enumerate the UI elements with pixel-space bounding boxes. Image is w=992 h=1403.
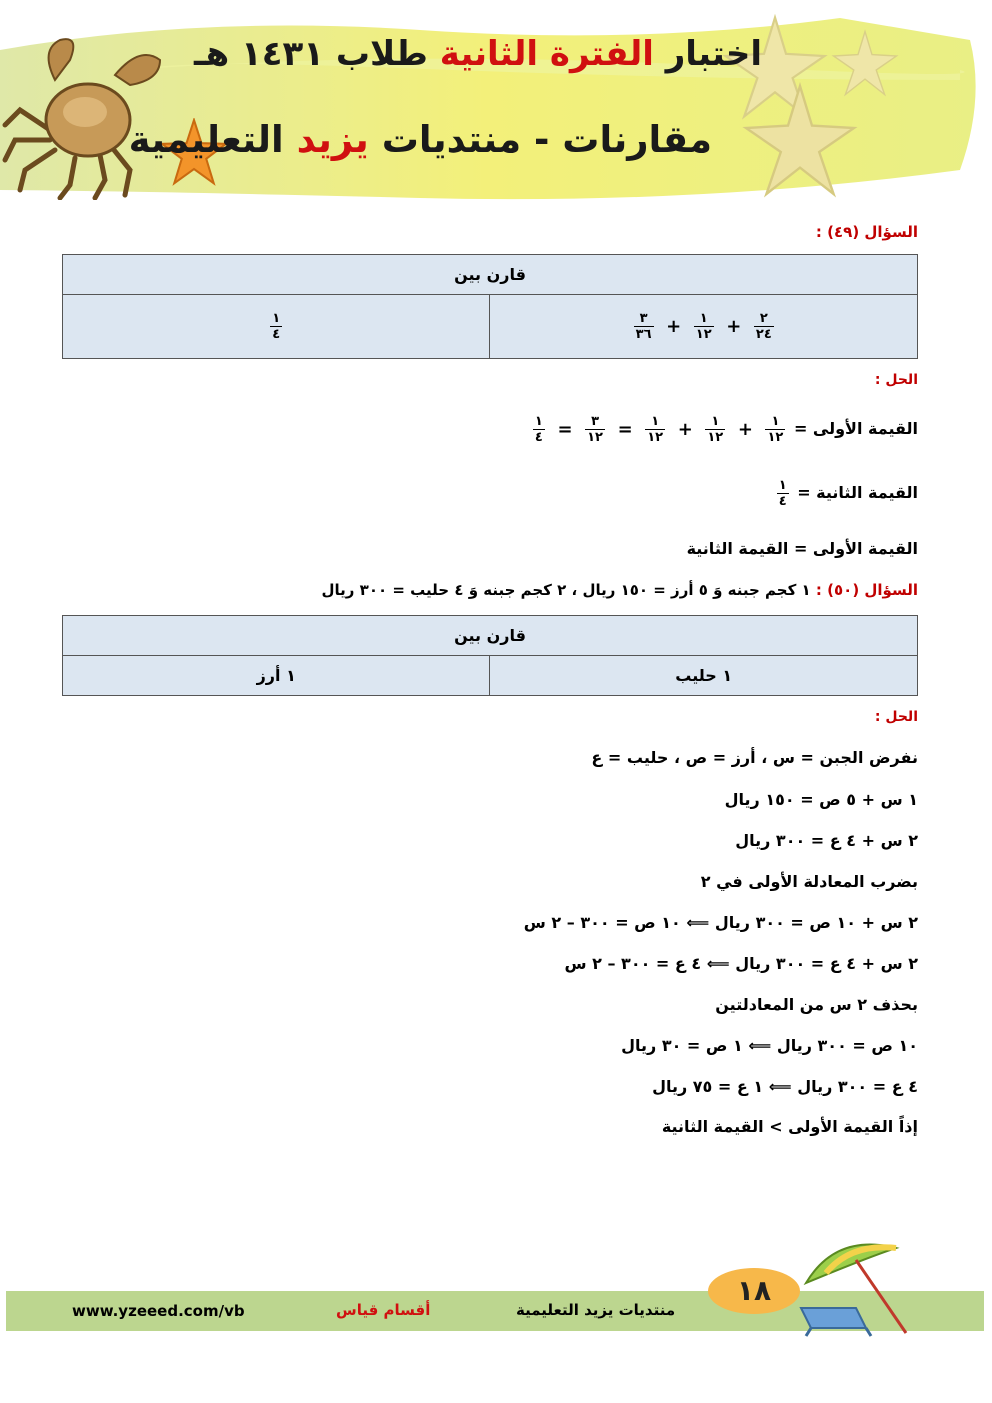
table-cell-left: ١ حليب bbox=[490, 656, 918, 696]
second-value-line bbox=[774, 479, 918, 508]
first-value-line bbox=[530, 415, 918, 444]
fraction: $\frac{١}{٤}$ bbox=[534, 414, 543, 445]
solution-step: ١ س + ٥ ص = ١٥٠ ريال bbox=[724, 790, 918, 809]
fraction: $\frac{١}{١٢}$ bbox=[647, 414, 664, 445]
crab-icon bbox=[0, 20, 170, 200]
solution-step: نفرض الجبن = س ، أرز = ص ، حليب = ع bbox=[591, 748, 918, 767]
fraction: $\frac{١}{٤}$ bbox=[272, 311, 281, 342]
question-50-line bbox=[322, 581, 918, 599]
page-number: ١٨ bbox=[708, 1268, 800, 1314]
table-cell-right-expression bbox=[63, 295, 490, 359]
solution-step: ٤ ع = ٣٠٠ ريال ⟸ ١ ع = ٧٥ ريال bbox=[652, 1077, 918, 1096]
question-50-statement: ١ كجم جبنه وَ ٥ أرز = ١٥٠ ريال ، ٢ كجم جبنه وَ ٤ حليب = ٣٠٠ ريال bbox=[321, 581, 811, 599]
solution-step: ٢ س + ٤ ع = ٣٠٠ ريال ⟸ ٤ ع = ٣٠٠ – ٢ س bbox=[564, 954, 918, 973]
footer-section: أقسام قياس bbox=[336, 1301, 431, 1319]
fraction: $\frac{١}{١٢}$ bbox=[695, 311, 712, 342]
question-50-label: السؤال (٥٠) : bbox=[815, 581, 918, 599]
page-header bbox=[0, 0, 992, 215]
beach-umbrella-icon bbox=[796, 1238, 926, 1338]
first-value-label: القيمة الأولى = bbox=[793, 419, 918, 438]
plus-sign: + bbox=[726, 316, 742, 337]
table-cell-left-expression bbox=[490, 295, 918, 359]
plus-sign: + bbox=[737, 419, 753, 440]
equals-sign: = bbox=[557, 419, 573, 440]
fraction: $\frac{١}{١٢}$ bbox=[767, 414, 784, 445]
table-cell-right: ١ أرز bbox=[63, 656, 490, 696]
solution-step: بضرب المعادلة الأولى في ٢ bbox=[700, 872, 918, 891]
solution-step: ٢ س + ٤ ع = ٣٠٠ ريال bbox=[735, 831, 918, 850]
question-49-conclusion: القيمة الأولى = القيمة الثانية bbox=[686, 539, 918, 558]
question-50-conclusion: إذاً القيمة الأولى > القيمة الثانية bbox=[661, 1117, 918, 1136]
header-subtitle-highlight: يزيد bbox=[296, 118, 369, 161]
solution-step: ١٠ ص = ٣٠٠ ريال ⟸ ١ ص = ٣٠ ريال bbox=[621, 1036, 918, 1055]
header-title-highlight: الفترة الثانية bbox=[439, 34, 654, 74]
header-title-line2 bbox=[129, 118, 712, 161]
plus-sign: + bbox=[677, 419, 693, 440]
solution-step: بحذف ٢ س من المعادلتين bbox=[715, 995, 918, 1014]
fraction: $\frac{١}{١٢}$ bbox=[707, 414, 724, 445]
background-starfish-icon bbox=[740, 80, 860, 200]
plus-sign: + bbox=[666, 316, 682, 337]
footer-url-link[interactable]: www.yzeeed.com/vb bbox=[72, 1302, 245, 1320]
second-value-label: القيمة الثانية = bbox=[797, 483, 918, 502]
header-title-part: طلاب ١٤٣١ هـ bbox=[193, 34, 428, 74]
fraction: $\frac{٣}{٣٦}$ bbox=[635, 311, 652, 342]
header-title-line1 bbox=[194, 34, 762, 74]
footer-site-name: منتديات يزيد التعليمية bbox=[516, 1301, 676, 1319]
fraction: $\frac{١}{٤}$ bbox=[778, 478, 787, 509]
solution-label: الحل : bbox=[874, 372, 918, 388]
fraction: $\frac{٣}{١٢}$ bbox=[587, 414, 603, 445]
solution-label: الحل : bbox=[874, 709, 918, 725]
question-50-table bbox=[62, 615, 918, 696]
fraction: $\frac{٢}{٢٤}$ bbox=[755, 311, 772, 342]
equals-sign: = bbox=[617, 419, 633, 440]
header-subtitle-part: التعليمية bbox=[128, 118, 284, 161]
question-49-label: السؤال (٤٩) : bbox=[815, 223, 918, 241]
solution-step: ٢ س + ١٠ ص = ٣٠٠ ريال ⟸ ١٠ ص = ٣٠٠ – ٢ س bbox=[523, 913, 918, 932]
question-49-table bbox=[62, 254, 918, 359]
header-title-part: اختبار bbox=[665, 34, 762, 74]
header-subtitle-part: مقارنات - منتديات bbox=[381, 118, 712, 161]
table-header: قارن بين bbox=[63, 616, 918, 656]
table-header: قارن بين bbox=[63, 255, 918, 295]
